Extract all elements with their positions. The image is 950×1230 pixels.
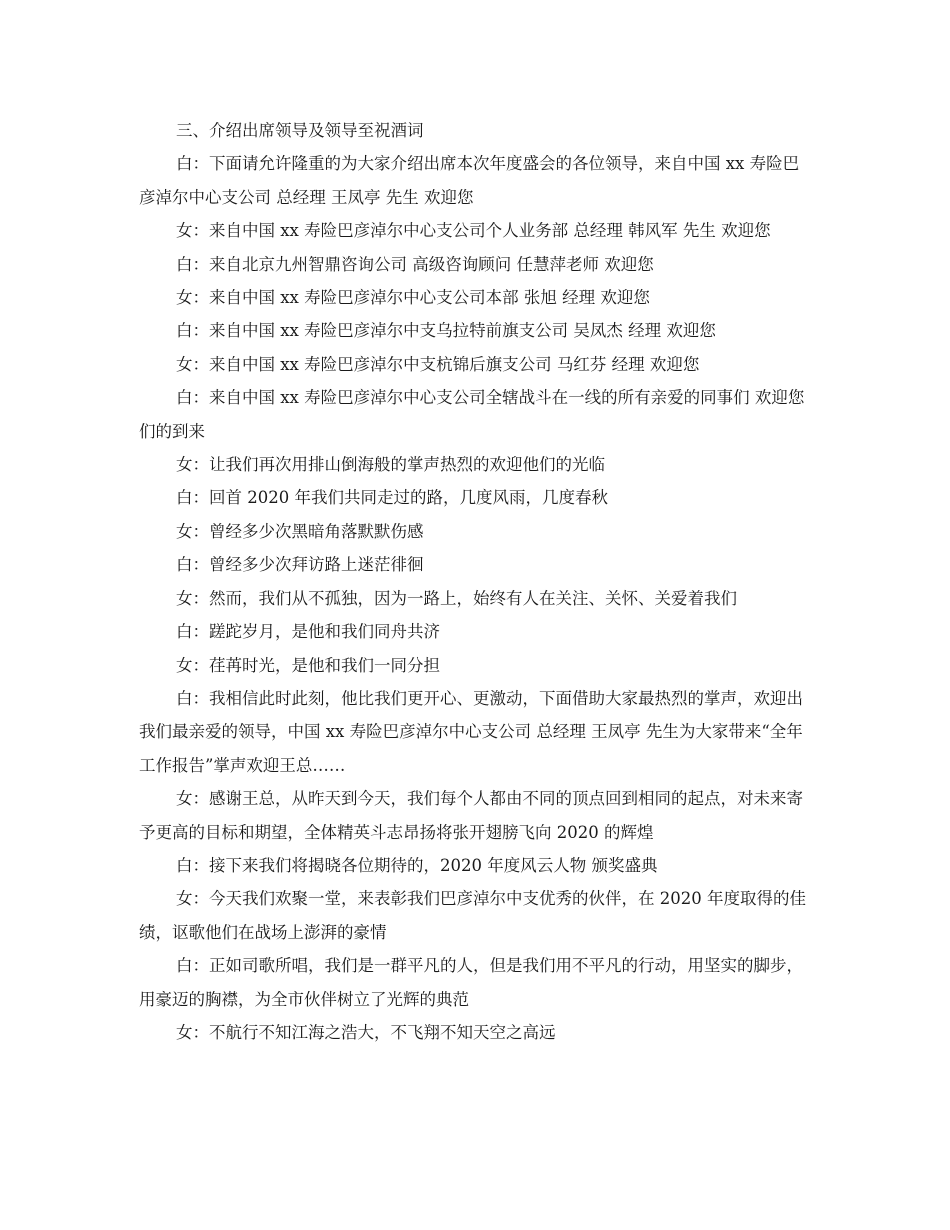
dialogue-line: 白：来自中国 xx 寿险巴彦淖尔中支乌拉特前旗支公司 吴凤杰 经理 欢迎您 [176, 321, 716, 341]
dialogue-line: 女：然而，我们从不孤独，因为一路上，始终有人在关注、关怀、关爱着我们 [176, 588, 737, 608]
dialogue-line: 白：下面请允许隆重的为大家介绍出席本次年度盛会的各位领导，来自中国 xx 寿险巴彦淖尔中心支公司 总经理 王凤亭 先生 欢迎您 [139, 154, 800, 207]
dialogue-line: 白：正如司歌所唱，我们是一群平凡的人，但是我们用不平凡的行动，用坚实的脚步，用豪迈的胸襟，为全市伙伴树立了光辉的典范 [139, 956, 803, 1009]
dialogue-line: 白：回首 2020 年我们共同走过的路，几度风雨，几度春秋 [176, 488, 608, 508]
dialogue-line: 女：来自中国 xx 寿险巴彦淖尔中心支公司个人业务部 总经理 韩风军 先生 欢迎您 [176, 221, 771, 241]
dialogue-line: 女：来自中国 xx 寿险巴彦淖尔中支杭锦后旗支公司 马红芬 经理 欢迎您 [176, 354, 700, 374]
dialogue-line: 白：蹉跎岁月，是他和我们同舟共济 [176, 622, 440, 642]
dialogue-line: 女：来自中国 xx 寿险巴彦淖尔中心支公司本部 张旭 经理 欢迎您 [176, 288, 650, 308]
dialogue-line: 白：来自北京九州智鼎咨询公司 高级咨询顾问 任慧萍老师 欢迎您 [176, 254, 654, 274]
dialogue-line: 白：曾经多少次拜访路上迷茫徘徊 [176, 555, 424, 575]
document-body [139, 114, 811, 1049]
dialogue-line: 白：接下来我们将揭晓各位期待的，2020 年度风云人物 颁奖盛典 [176, 855, 658, 875]
dialogue-line: 女：感谢王总，从昨天到今天，我们每个人都由不同的顶点回到相同的起点，对未来寄予更高的目标和期望，全体精英斗志昂扬将张开翅膀飞向 2020 的辉煌 [139, 789, 803, 842]
dialogue-line: 白：我相信此时此刻，他比我们更开心、更激动，下面借助大家最热烈的掌声，欢迎出我们最亲爱的领导，中国 xx 寿险巴彦淖尔中心支公司 总经理 王凤亭 先生为大家带来“全年工作报告”掌声欢迎王总…… [139, 688, 803, 775]
dialogue-line: 女：荏苒时光，是他和我们一同分担 [176, 655, 440, 675]
dialogue-line: 女：不航行不知江海之浩大，不飞翔不知天空之高远 [176, 1022, 556, 1042]
dialogue-line: 女：曾经多少次黑暗角落默默伤感 [176, 521, 424, 541]
section-heading: 三、介绍出席领导及领导至祝酒词 [176, 121, 424, 140]
dialogue-line: 白：来自中国 xx 寿险巴彦淖尔中心支公司全辖战斗在一线的所有亲爱的同事们 欢迎您们的到来 [139, 388, 805, 441]
dialogue-line: 女：今天我们欢聚一堂，来表彰我们巴彦淖尔中支优秀的伙伴，在 2020 年度取得的佳绩，讴歌他们在战场上澎湃的豪情 [139, 889, 806, 942]
dialogue-line: 女：让我们再次用排山倒海般的掌声热烈的欢迎他们的光临 [176, 455, 605, 475]
